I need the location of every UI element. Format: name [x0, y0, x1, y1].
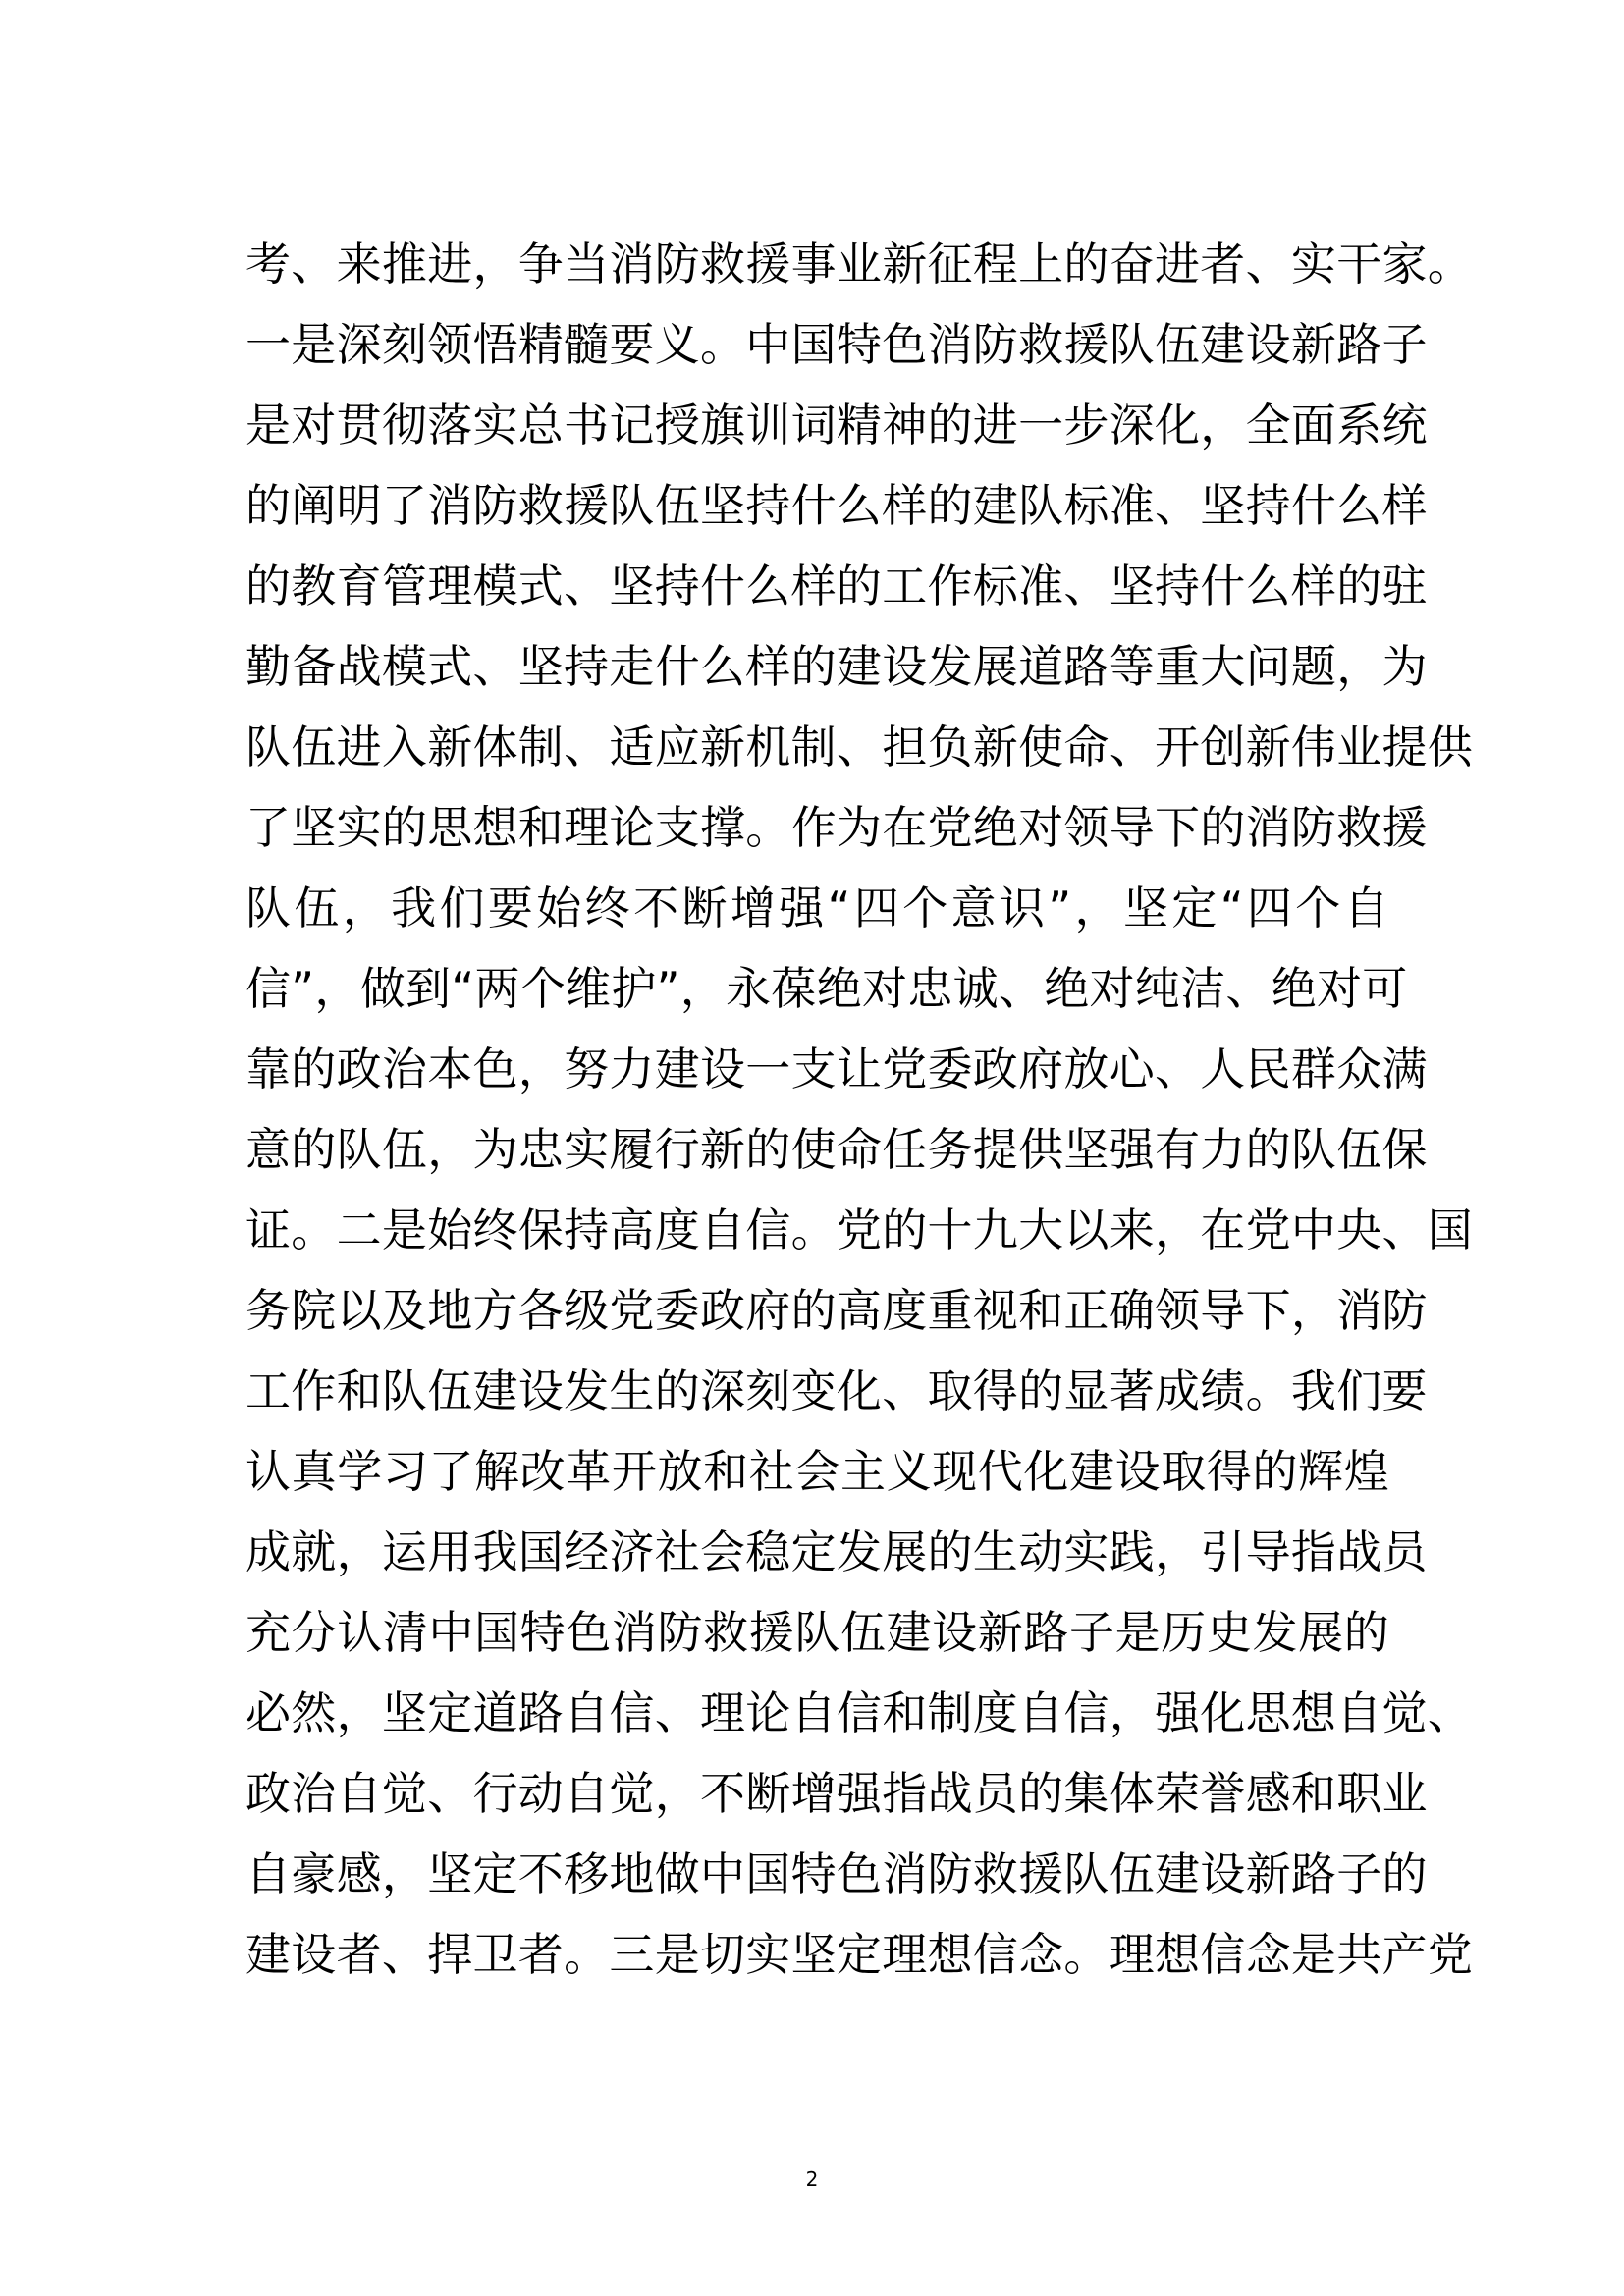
text-line: 务院以及地方各级党委政府的高度重视和正确领导下，消防 — [245, 1284, 1428, 1337]
text-line: 建设者、捍卫者。三是切实坚定理想信念。理想信念是共产党 — [245, 1928, 1474, 1981]
text-line: 了坚实的思想和理论支撑。作为在党绝对领导下的消防救援 — [245, 801, 1428, 854]
text-line: 成就，运用我国经济社会稳定发展的生动实践，引导指战员 — [245, 1525, 1428, 1578]
text-line: 认真学习了解改革开放和社会主义现代化建设取得的辉煌 — [245, 1445, 1389, 1498]
text-line: 队伍进入新体制、适应新机制、担负新使命、开创新伟业提供 — [245, 721, 1474, 774]
text-line: 自豪感，坚定不移地做中国特色消防救援队伍建设新路子的 — [245, 1847, 1428, 1900]
text-line: 队伍，我们要始终不断增强“四个意识”，坚定“四个自 — [245, 881, 1389, 934]
text-line: 勤备战模式、坚持走什么样的建设发展道路等重大问题，为 — [245, 640, 1428, 693]
text-line: 是对贯彻落实总书记授旗训词精神的进一步深化，全面系统 — [245, 399, 1428, 452]
text-line: 充分认清中国特色消防救援队伍建设新路子是历史发展的 — [245, 1606, 1389, 1659]
text-line: 意的队伍，为忠实履行新的使命任务提供坚强有力的队伍保 — [245, 1123, 1428, 1176]
text-line: 考、来推进，争当消防救援事业新征程上的奋进者、实干家。 — [245, 238, 1474, 291]
text-line: 靠的政治本色，努力建设一支让党委政府放心、人民群众满 — [245, 1042, 1428, 1095]
text-line: 必然，坚定道路自信、理论自信和制度自信，强化思想自觉、 — [245, 1686, 1474, 1739]
text-line: 工作和队伍建设发生的深刻变化、取得的显著成绩。我们要 — [245, 1364, 1428, 1417]
page-number: 2 — [805, 2167, 819, 2191]
text-line: 的阐明了消防救援队伍坚持什么样的建队标准、坚持什么样 — [245, 479, 1428, 532]
text-line: 一是深刻领悟精髓要义。中国特色消防救援队伍建设新路子 — [245, 318, 1428, 371]
text-line: 政治自觉、行动自觉，不断增强指战员的集体荣誉感和职业 — [245, 1767, 1428, 1820]
text-line: 的教育管理模式、坚持什么样的工作标准、坚持什么样的驻 — [245, 560, 1428, 613]
body-text — [245, 224, 1474, 1995]
text-line: 信”，做到“两个维护”，永葆绝对忠诚、绝对纯洁、绝对可 — [245, 962, 1408, 1015]
text-line: 证。二是始终保持高度自信。党的十九大以来，在党中央、国 — [245, 1203, 1474, 1256]
